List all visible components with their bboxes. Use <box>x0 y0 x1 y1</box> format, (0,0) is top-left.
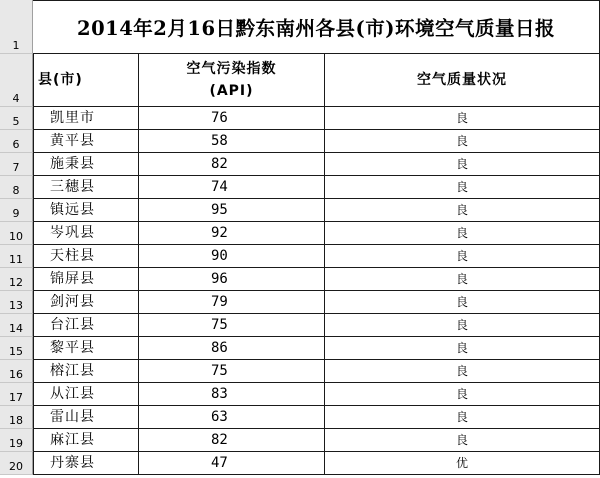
api-cell[interactable]: 95 <box>139 199 325 222</box>
api-cell[interactable]: 58 <box>139 130 325 153</box>
row-header[interactable] <box>0 268 33 291</box>
row-header[interactable] <box>0 222 33 245</box>
api-cell[interactable]: 96 <box>139 268 325 291</box>
api-cell[interactable]: 90 <box>139 245 325 268</box>
county-cell[interactable]: 丹寨县 <box>33 452 139 475</box>
row-number: 7 <box>12 161 20 174</box>
county-cell[interactable]: 台江县 <box>33 314 139 337</box>
column-header-quality[interactable]: 空气质量状况 <box>325 54 600 107</box>
quality-cell[interactable]: 良 <box>325 176 600 199</box>
quality-cell[interactable]: 良 <box>325 429 600 452</box>
api-cell[interactable]: 86 <box>139 337 325 360</box>
row-number: 1 <box>12 39 20 52</box>
api-cell[interactable]: 79 <box>139 291 325 314</box>
row-header[interactable] <box>0 153 33 176</box>
row-number: 4 <box>12 92 20 105</box>
row-header[interactable] <box>0 199 33 222</box>
county-cell[interactable]: 镇远县 <box>33 199 139 222</box>
quality-cell[interactable]: 良 <box>325 314 600 337</box>
quality-cell[interactable]: 良 <box>325 222 600 245</box>
row-number: 9 <box>12 207 20 220</box>
county-cell[interactable]: 凯里市 <box>33 107 139 130</box>
row-number: 8 <box>12 184 20 197</box>
row-header[interactable] <box>0 176 33 199</box>
api-cell[interactable]: 75 <box>139 360 325 383</box>
quality-cell[interactable]: 良 <box>325 360 600 383</box>
api-cell[interactable]: 75 <box>139 314 325 337</box>
county-cell[interactable]: 黎平县 <box>33 337 139 360</box>
quality-cell[interactable]: 良 <box>325 245 600 268</box>
row-number: 20 <box>9 460 23 473</box>
row-header[interactable] <box>0 314 33 337</box>
county-cell[interactable]: 榕江县 <box>33 360 139 383</box>
row-header[interactable] <box>0 383 33 406</box>
row-number: 17 <box>9 391 23 404</box>
county-cell[interactable]: 麻江县 <box>33 429 139 452</box>
api-cell[interactable]: 76 <box>139 107 325 130</box>
quality-cell[interactable]: 良 <box>325 130 600 153</box>
row-number: 11 <box>9 253 23 266</box>
row-header[interactable] <box>0 54 33 107</box>
county-cell[interactable]: 锦屏县 <box>33 268 139 291</box>
quality-cell[interactable]: 良 <box>325 199 600 222</box>
column-header-api[interactable] <box>139 54 325 107</box>
api-cell[interactable]: 92 <box>139 222 325 245</box>
row-number: 19 <box>9 437 23 450</box>
quality-cell[interactable]: 良 <box>325 383 600 406</box>
county-cell[interactable]: 雷山县 <box>33 406 139 429</box>
county-cell[interactable]: 黄平县 <box>33 130 139 153</box>
api-cell[interactable]: 83 <box>139 383 325 406</box>
api-cell[interactable]: 82 <box>139 153 325 176</box>
api-header-line: (API) <box>209 83 254 99</box>
county-cell[interactable]: 三穗县 <box>33 176 139 199</box>
row-header[interactable] <box>0 337 33 360</box>
quality-cell[interactable]: 良 <box>325 291 600 314</box>
county-cell[interactable]: 岑巩县 <box>33 222 139 245</box>
row-number: 12 <box>9 276 23 289</box>
column-header-county[interactable]: 县(市) <box>33 54 139 107</box>
row-header[interactable] <box>0 429 33 452</box>
api-cell[interactable]: 82 <box>139 429 325 452</box>
row-number: 18 <box>9 414 23 427</box>
row-header[interactable] <box>0 452 33 475</box>
county-cell[interactable]: 天柱县 <box>33 245 139 268</box>
api-header-line: 空气污染指数 <box>186 61 277 77</box>
quality-cell[interactable]: 优 <box>325 452 600 475</box>
row-number: 15 <box>9 345 23 358</box>
quality-cell[interactable]: 良 <box>325 337 600 360</box>
api-cell[interactable]: 47 <box>139 452 325 475</box>
api-cell[interactable]: 74 <box>139 176 325 199</box>
row-number: 5 <box>12 115 20 128</box>
row-header[interactable] <box>0 130 33 153</box>
row-number: 10 <box>9 230 23 243</box>
quality-cell[interactable]: 良 <box>325 406 600 429</box>
row-header[interactable] <box>0 291 33 314</box>
row-header[interactable] <box>0 360 33 383</box>
row-number: 14 <box>9 322 23 335</box>
row-header[interactable] <box>0 245 33 268</box>
county-cell[interactable]: 施秉县 <box>33 153 139 176</box>
report-title[interactable]: 2014年2月16日黔东南州各县(市)环境空气质量日报 <box>33 0 600 54</box>
quality-cell[interactable]: 良 <box>325 107 600 130</box>
county-cell[interactable]: 从江县 <box>33 383 139 406</box>
quality-cell[interactable]: 良 <box>325 153 600 176</box>
row-header[interactable] <box>0 107 33 130</box>
quality-cell[interactable]: 良 <box>325 268 600 291</box>
api-cell[interactable]: 63 <box>139 406 325 429</box>
row-number: 16 <box>9 368 23 381</box>
row-number: 13 <box>9 299 23 312</box>
row-header[interactable] <box>0 0 33 54</box>
row-number: 6 <box>12 138 20 151</box>
row-header[interactable] <box>0 406 33 429</box>
county-cell[interactable]: 剑河县 <box>33 291 139 314</box>
